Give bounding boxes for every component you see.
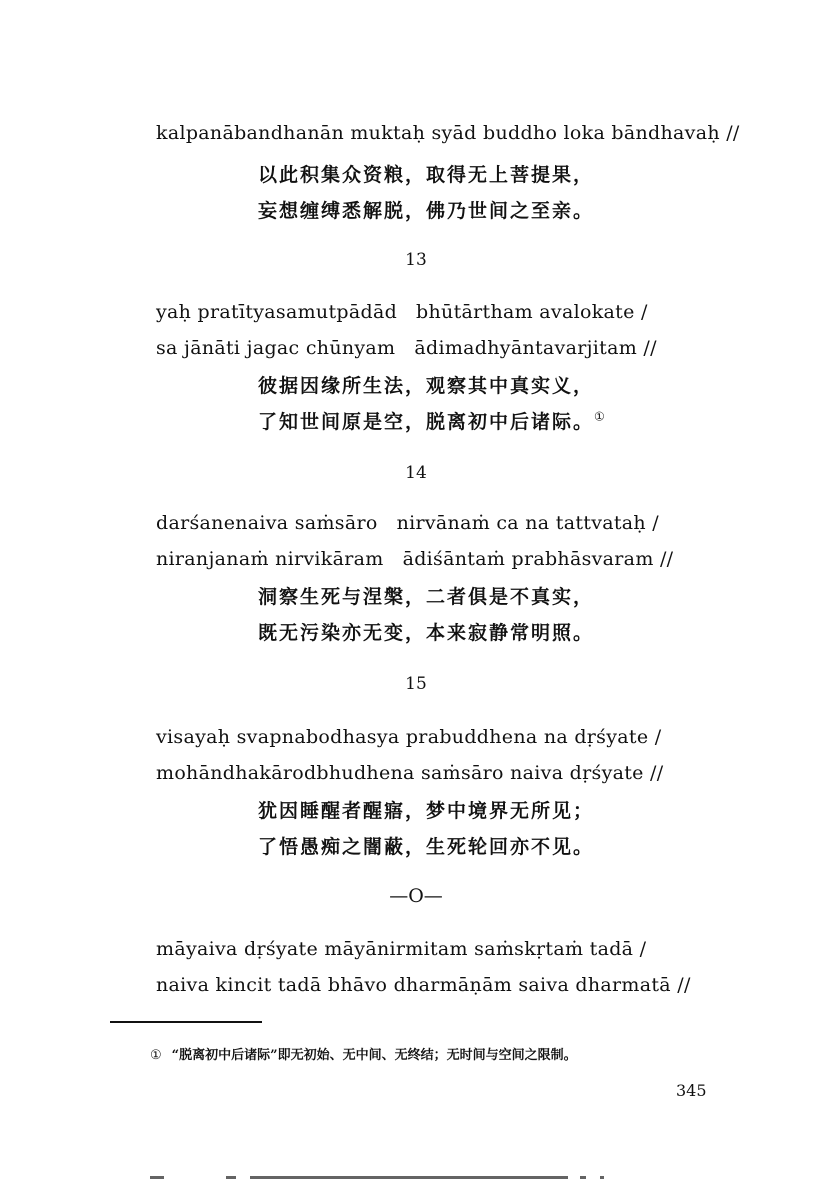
verse15-chinese-line-2: 了悟愚痴之闇蔽，生死轮回亦不见。 bbox=[258, 836, 595, 858]
scan-artifact bbox=[226, 1176, 236, 1179]
verse14-chinese-line-1: 洞察生死与涅槃，二者俱是不真实， bbox=[258, 586, 595, 608]
scan-artifact bbox=[600, 1176, 604, 1179]
section-separator: —O— bbox=[389, 885, 443, 907]
verse15-sanskrit-line-2: mohāndhakārodbhudhena saṁsāro naiva dṛśyate // bbox=[156, 762, 664, 784]
verse13-chinese-line-2 bbox=[258, 407, 607, 434]
scan-artifact bbox=[250, 1176, 568, 1179]
verse-number-13: 13 bbox=[405, 250, 427, 270]
verse15-chinese-line-1: 犹因睡醒者醒寤，梦中境界无所见； bbox=[258, 800, 595, 822]
scan-artifact bbox=[150, 1176, 164, 1179]
verse15-sanskrit-line-1: visayaḥ svapnabodhasya prabuddhena na dṛśyate / bbox=[156, 726, 662, 748]
footnote-text: “脱离初中后诸际”即无初始、无中间、无终结；无时间与空间之限制。 bbox=[171, 1048, 577, 1063]
verse13-chinese-line-2-text: 了知世间原是空，脱离初中后诸际。 bbox=[258, 411, 595, 433]
footnote-reference-marker: ① bbox=[594, 409, 607, 424]
verse14-sanskrit-line-2: niranjanaṁ nirvikāram ādiśāntaṁ prabhāsvaram // bbox=[156, 548, 674, 570]
verse12-sanskrit-line-1: kalpanābandhanān muktaḥ syād buddho loka bāndhavaḥ // bbox=[156, 122, 740, 144]
footnote bbox=[150, 1044, 577, 1063]
closing-sanskrit-line-2: naiva kincit tadā bhāvo dharmāṇām saiva dharmatā // bbox=[156, 974, 691, 996]
verse14-sanskrit-line-1: darśanenaiva saṁsāro nirvānaṁ ca na tattvataḥ / bbox=[156, 512, 660, 534]
verse13-sanskrit-line-2: sa jānāti jagac chūnyam ādimadhyāntavarjitam // bbox=[156, 337, 657, 359]
verse14-chinese-line-2: 既无污染亦无变，本来寂静常明照。 bbox=[258, 622, 595, 644]
verse-number-15: 15 bbox=[405, 674, 427, 694]
verse-number-14: 14 bbox=[405, 463, 427, 483]
closing-sanskrit-line-1: māyaiva dṛśyate māyānirmitam saṁskṛtaṁ tadā / bbox=[156, 938, 647, 960]
verse13-sanskrit-line-1: yaḥ pratītyasamutpādād bhūtārtham avalokate / bbox=[156, 301, 648, 323]
scan-artifact bbox=[580, 1176, 586, 1179]
footnote-rule bbox=[110, 1021, 262, 1023]
verse12-chinese-line-1: 以此积集众资粮，取得无上菩提果， bbox=[258, 164, 595, 186]
verse13-chinese-line-1: 彼据因缘所生法，观察其中真实义， bbox=[258, 375, 595, 397]
footnote-marker: ① bbox=[150, 1048, 162, 1063]
verse12-chinese-line-2: 妄想缠缚悉解脱，佛乃世间之至亲。 bbox=[258, 200, 595, 222]
page-number: 345 bbox=[676, 1081, 707, 1100]
